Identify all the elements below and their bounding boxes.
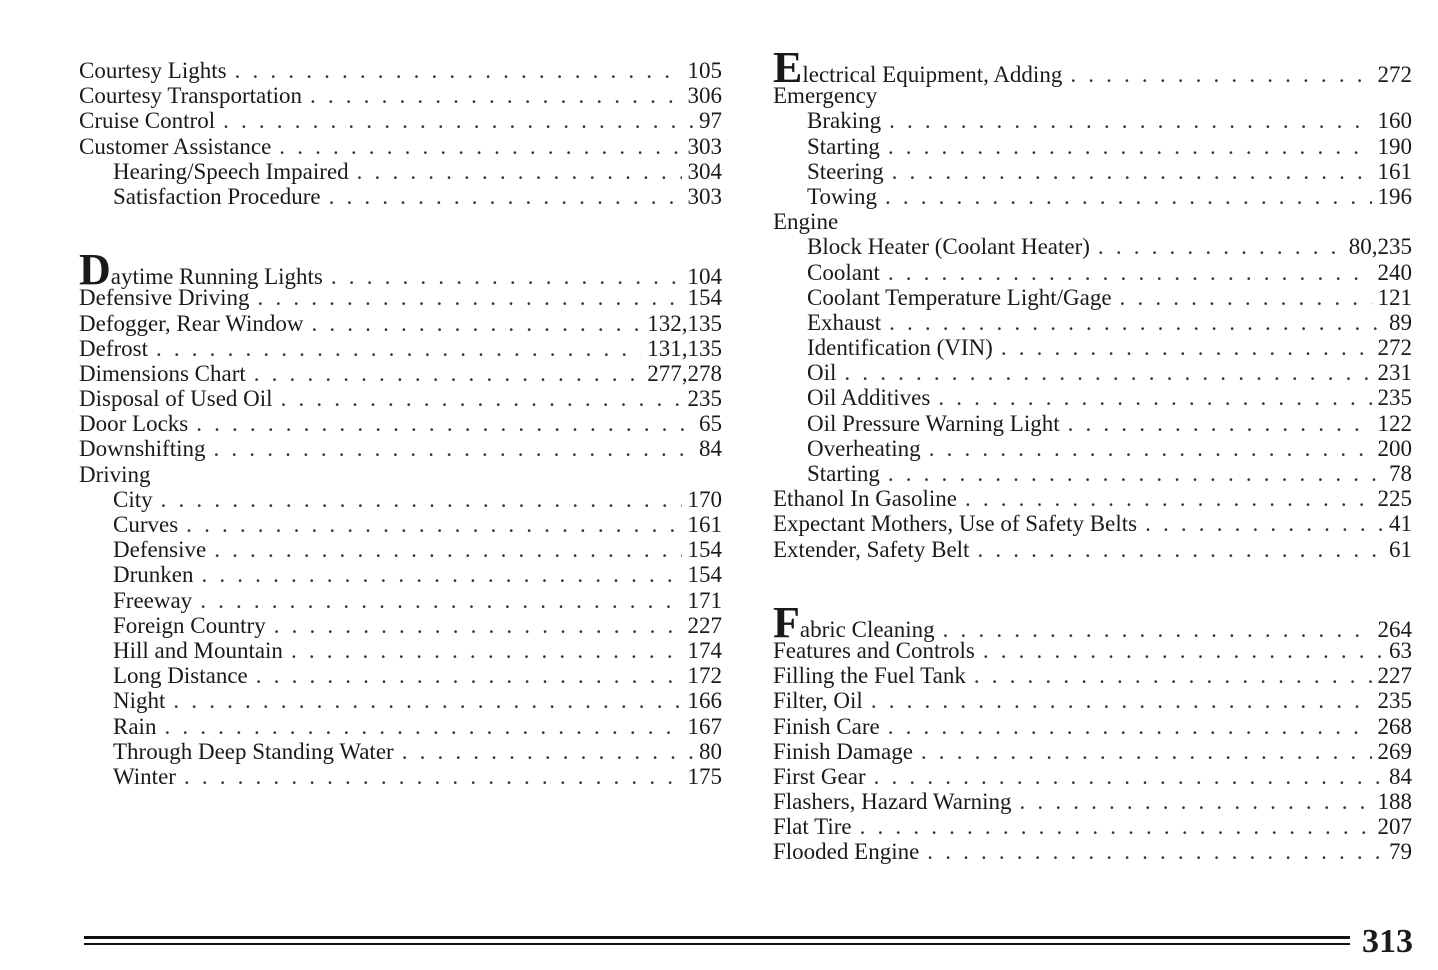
entry-page: 170 [687,486,722,512]
entry-label: Freeway [113,587,193,613]
leader-dots [357,159,682,184]
entry-page: 196 [1377,183,1412,209]
index-subentry [79,663,722,688]
entry-page: 154 [687,562,722,588]
entry-label: Downshifting [79,436,206,462]
entry-page: 171 [687,587,722,613]
index-subentry [773,436,1412,461]
entry-label: Customer Assistance [79,133,272,159]
entry-label: Starting [807,133,880,159]
index-entry [79,245,722,295]
leader-dots [254,361,642,386]
entry-label: Defensive [113,537,207,563]
entry-label: Emergency [773,83,878,109]
entry-label: First Gear [773,763,866,789]
leader-dots [214,537,681,562]
entry-page: 160 [1377,108,1412,134]
entry-label: Driving [79,461,151,487]
leader-dots [196,411,693,436]
leader-dots [184,764,682,789]
index-subentry [79,688,722,713]
entry-page: 264 [1377,616,1412,642]
entry-label: Ethanol In Gasoline [773,486,957,512]
index-entry [79,285,722,310]
index-entry [773,839,1412,864]
entry-label: Block Heater (Coolant Heater) [807,234,1090,260]
index-entry [79,361,722,386]
entry-label: City [113,486,153,512]
index-section-c [79,58,722,209]
entry-page: 174 [687,637,722,663]
entry-label: Oil [807,360,837,386]
leader-dots [927,839,1383,864]
entry-page: 225 [1377,486,1412,512]
entry-page: 277,278 [647,360,722,386]
leader-dots [888,714,1372,739]
entry-label: Finish Care [773,713,880,739]
entry-label-rest: aytime Running Lights [110,264,323,290]
entry-label: Defrost [79,335,148,361]
entry-page: 200 [1377,435,1412,461]
entry-label: Hill and Mountain [113,637,283,663]
entry-page: 61 [1389,536,1412,562]
entry-label-rest: abric Cleaning [799,616,935,642]
leader-dots [977,537,1383,562]
entry-page: 63 [1389,637,1412,663]
entry-label: Finish Damage [773,738,913,764]
leader-dots [1098,234,1343,259]
index-section-f [773,597,1412,865]
entry-page: 84 [1389,763,1412,789]
index-section-e [773,43,1412,562]
leader-dots [929,436,1372,461]
entry-page: 235 [1377,688,1412,714]
leader-dots [201,562,681,587]
entry-page: 272 [1377,62,1412,87]
entry-page: 303 [687,183,722,209]
entry-label: Foreign Country [113,612,266,638]
index-column-right [773,43,1412,865]
entry-label: Extender, Safety Belt [773,536,970,562]
entry-label: Filling the Fuel Tank [773,663,966,689]
index-column-left [79,58,722,789]
entry-page: 122 [1377,410,1412,436]
entry-label: Overheating [807,435,921,461]
index-subentry [773,385,1412,410]
entry-page: 272 [1377,335,1412,361]
entry-label: Flashers, Hazard Warning [773,789,1012,815]
index-subentry [773,360,1412,385]
entry-label: Defogger, Rear Window [79,310,304,336]
leader-dots [164,714,681,739]
leader-dots [844,360,1371,385]
entry-page: 65 [699,411,722,437]
entry-page: 175 [687,763,722,789]
entry-label: Steering [807,158,884,184]
entry-page: 131,135 [647,335,722,361]
leader-dots [281,386,682,411]
entry-label: Defensive Driving [79,285,250,311]
leader-dots [156,336,641,361]
dropcap-letter: D [79,245,111,295]
entry-page: 227 [687,612,722,638]
index-entry [773,511,1412,536]
entry-page: 41 [1389,511,1412,537]
index-heading [773,209,1412,234]
entry-label: Flat Tire [773,814,852,840]
leader-dots [1001,335,1372,360]
index-entry [773,688,1412,713]
leader-dots [279,134,681,159]
leader-dots [173,688,681,713]
leader-dots [214,436,694,461]
leader-dots [888,461,1383,486]
entry-page: 235 [1377,385,1412,411]
entry-page: 84 [699,436,722,462]
leader-dots [235,58,682,83]
entry-label: Oil Additives [807,385,931,411]
entry-label: Starting [807,461,880,486]
index-entry [773,739,1412,764]
index-entry [79,311,722,336]
entry-page: 240 [1377,259,1412,285]
leader-dots [871,688,1372,713]
index-subentry [773,184,1412,209]
leader-dots [938,385,1371,410]
entry-label: Coolant [807,259,880,285]
entry-page: 89 [1389,309,1412,335]
dropcap-letter: F [773,597,800,647]
index-subentry [79,487,722,512]
index-subentry [773,260,1412,285]
leader-dots [258,285,682,310]
entry-page: 166 [687,688,722,714]
index-entry [79,134,722,159]
index-entry [79,411,722,436]
entry-label: Dimensions Chart [79,360,246,386]
leader-dots [860,814,1372,839]
leader-dots [921,739,1372,764]
entry-label: Oil Pressure Warning Light [807,410,1060,436]
index-subentry [79,537,722,562]
entry-label: Through Deep Standing Water [113,738,394,764]
index-section-d [79,245,722,789]
entry-label-rest: lectrical Equipment, Adding [802,62,1063,87]
entry-page: 227 [1377,663,1412,689]
index-subentry [79,714,722,739]
leader-dots [892,159,1372,184]
index-subentry [773,461,1412,486]
index-subentry [773,285,1412,310]
entry-label: Door Locks [79,411,189,437]
leader-dots [274,613,682,638]
entry-page: 207 [1377,814,1412,840]
leader-dots [885,184,1372,209]
entry-label: Curves [113,512,179,537]
entry-page: 105 [687,58,722,83]
leader-dots [310,83,682,108]
index-subentry [79,562,722,587]
entry-page: 306 [687,83,722,109]
index-subentry [79,159,722,184]
entry-page: 79 [1389,839,1412,865]
entry-label: Filter, Oil [773,688,863,714]
index-entry [79,58,722,83]
leader-dots [974,663,1372,688]
index-subentry [79,613,722,638]
entry-label: Expectant Mothers, Use of Safety Belts [773,511,1138,537]
entry-page: 268 [1377,713,1412,739]
leader-dots [889,310,1383,335]
entry-label: Features and Controls [773,637,975,663]
entry-page: 167 [687,713,722,739]
leader-dots [161,487,682,512]
leader-dots [256,663,682,688]
index-subentry [79,764,722,789]
entry-page: 154 [687,537,722,563]
index-entry [79,108,722,133]
leader-dots [291,638,682,663]
index-entry [773,486,1412,511]
index-entry [773,714,1412,739]
entry-page: 188 [1377,789,1412,815]
entry-page: 132,135 [647,310,722,336]
index-subentry [79,588,722,613]
index-subentry [79,184,722,209]
entry-label: Disposal of Used Oil [79,386,273,412]
footer-rule-thin [84,943,1350,945]
entry-page: 121 [1377,284,1412,310]
index-subentry [773,310,1412,335]
entry-page: 161 [687,512,722,537]
entry-page: 304 [687,158,722,184]
entry-label: Cruise Control [79,108,216,134]
leader-dots [311,311,641,336]
leader-dots [888,134,1372,159]
entry-page: 161 [1377,158,1412,184]
entry-page: 80 [699,738,722,764]
dropcap-letter: E [773,43,803,92]
leader-dots [329,184,682,209]
entry-label: Coolant Temperature Light/Gage [807,284,1112,310]
entry-page: 154 [687,285,722,311]
index-subentry [773,411,1412,436]
entry-page: 231 [1377,360,1412,386]
index-entry [773,43,1412,92]
leader-dots [1145,511,1383,536]
entry-label: Rain [113,713,157,739]
entry-page: 78 [1389,461,1412,486]
page-number: 313 [1362,923,1413,960]
leader-dots [1070,62,1371,87]
entry-label: Towing [807,183,877,209]
footer-rule-thick [84,936,1350,939]
entry-label: Night [113,688,166,714]
entry-label: Courtesy Transportation [79,83,302,109]
leader-dots [402,739,693,764]
index-subentry [79,739,722,764]
leader-dots [983,638,1383,663]
index-subentry [773,234,1412,259]
index-entry [79,83,722,108]
index-entry [773,764,1412,789]
index-entry [773,537,1412,562]
index-subentry [773,159,1412,184]
leader-dots [1120,285,1372,310]
leader-dots [874,764,1383,789]
leader-dots [200,588,681,613]
index-subentry [79,638,722,663]
leader-dots [1020,789,1372,814]
index-subentry [773,134,1412,159]
index-entry [773,789,1412,814]
entry-page: 97 [699,108,722,134]
entry-page: 190 [1377,133,1412,159]
index-entry [773,663,1412,688]
index-heading [79,462,722,487]
entry-label: Identification (VIN) [807,335,993,361]
entry-page: 269 [1377,738,1412,764]
entry-label: Flooded Engine [773,839,920,865]
entry-page: 104 [687,264,722,290]
index-entry [773,638,1412,663]
leader-dots [965,486,1372,511]
entry-label: Satisfaction Procedure [113,183,321,209]
entry-page: 303 [687,133,722,159]
entry-label: Courtesy Lights [79,58,227,83]
leader-dots [1068,411,1372,436]
entry-label: Engine [773,209,839,235]
leader-dots [186,512,681,537]
entry-label: Exhaust [807,309,882,335]
index-entry [79,386,722,411]
index-entry [79,336,722,361]
leader-dots [888,260,1372,285]
index-entry [79,436,722,461]
index-subentry [773,108,1412,133]
index-entry [773,597,1412,647]
entry-page: 80,235 [1348,234,1412,260]
entry-label: Winter [113,763,176,789]
index-subentry [773,335,1412,360]
leader-dots [223,108,693,133]
entry-label: Long Distance [113,663,248,689]
leader-dots [889,108,1371,133]
footer-rule [84,934,1350,952]
entry-label: Drunken [113,562,194,588]
index-subentry [79,512,722,537]
entry-page: 235 [687,386,722,412]
entry-label: Braking [807,108,882,134]
entry-label: Hearing/Speech Impaired [113,158,349,184]
index-entry [773,814,1412,839]
entry-page: 172 [687,663,722,689]
